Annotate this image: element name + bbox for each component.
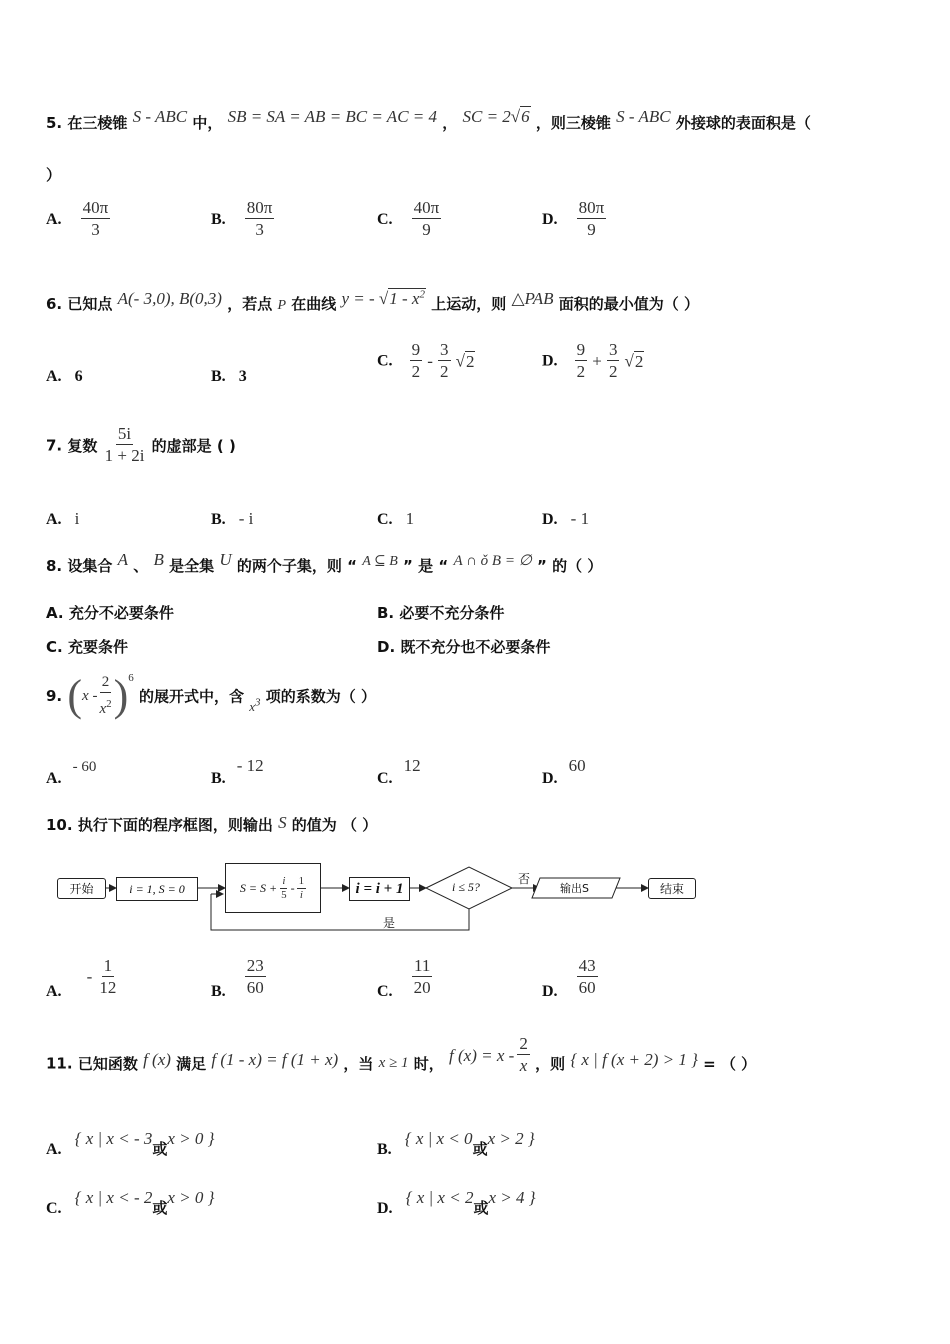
flowchart-no-label: 否 [518, 872, 531, 886]
math-expr: A(- 3,0), B(0,3) [117, 289, 222, 308]
option-c[interactable]: C. { x | x < - 2或x > 0 } [46, 1188, 215, 1217]
math-expr: SC = 2√6 [462, 107, 530, 126]
option-d[interactable]: D. $\frac{9}{2}$ + $\frac{3}{2}$ √2 [542, 340, 644, 381]
option-c[interactable]: C. 充要条件 [46, 638, 128, 656]
question-6-stem: 6. 已知点 A(- 3,0), B(0,3) ，若点 P 在曲线 y = - $√1 - x^2$ 上运动，则 △PAB 面积的最小值为（ ） [46, 288, 699, 313]
math-expr: S [278, 813, 287, 832]
math-expr: f (x) = x - $\frac{2}{x}$ [449, 1034, 528, 1075]
math-expr: $x^3$ [249, 696, 261, 714]
option-a[interactable]: A. - 60 [46, 759, 97, 787]
math-expr: A [117, 550, 129, 569]
fraction: $\frac{23}{60}$ [246, 956, 264, 997]
question-number: 8. [46, 557, 63, 575]
option-c[interactable]: C. $\frac{40\pi}{9}$ [377, 198, 440, 239]
sqrt-expr: √2 [455, 351, 475, 371]
math-expr: A ∩ ǒ B = ∅ [453, 553, 532, 569]
option-d[interactable]: D. { x | x < 2或x > 4 } [377, 1188, 536, 1217]
fraction: $\frac{9}{2}$ [411, 340, 421, 381]
math-expr: y = - $√1 - x^2$ [341, 288, 425, 308]
option-b[interactable]: B. $\frac{80\pi}{3}$ [211, 198, 273, 239]
question-10-stem: 10. 执行下面的程序框图，则输出 S 的值为 （ ） [46, 813, 378, 834]
math-expr: A ⊆ B [362, 554, 398, 569]
option-a[interactable]: A. 充分不必要条件 [46, 604, 174, 622]
option-a[interactable]: A. i [46, 509, 80, 528]
option-c[interactable]: C. $\frac{9}{2}$ - $\frac{3}{2}$ √2 [377, 340, 475, 381]
math-expr: S - ABC [132, 107, 188, 126]
option-d[interactable]: D. - 1 [542, 509, 590, 528]
question-8-stem: 8. 设集合 A 、 B 是全集 U 的两个子集，则 “ A ⊆ B ” 是 “ A ∩ ǒ B = ∅ ” 的（ ） [46, 550, 603, 575]
option-d[interactable]: D. $\frac{80\pi}{9}$ [542, 198, 605, 239]
sqrt-expr: √2 [624, 351, 644, 371]
option-c[interactable]: C. 12 [377, 756, 421, 787]
question-number: 10. [46, 816, 73, 834]
question-number: 7. [46, 436, 63, 455]
question-5-close-paren: ） [46, 166, 62, 184]
question-number: 5. [46, 114, 63, 132]
math-expr: S - ABC [616, 107, 671, 126]
question-number: 11. [46, 1054, 73, 1073]
question-number: 6. [46, 295, 63, 313]
option-b[interactable]: B. 3 [211, 368, 247, 385]
math-expr: { x | f (x + 2) > 1 } [570, 1049, 698, 1069]
fraction: $\frac{40\pi}{3}$ [82, 198, 109, 239]
question-7-stem: 7. 复数 $\frac{5i}{1 + 2i}$ 的虚部是 ( ) [46, 424, 236, 465]
flowchart-start: 开始 [57, 878, 106, 899]
fraction: $\frac{40\pi}{9}$ [413, 198, 440, 239]
math-expr: f (x) [143, 1049, 171, 1069]
option-b[interactable]: B. - i [211, 509, 254, 528]
option-a[interactable]: A. $\frac{40\pi}{3}$ [46, 198, 109, 239]
math-expr: P [277, 298, 286, 313]
fraction: $\frac{1}{12}$ [99, 956, 117, 997]
math-expr: f (1 - x) = f (1 + x) [211, 1049, 339, 1069]
option-c[interactable]: C. 1 [377, 509, 415, 528]
option-b[interactable]: B. - 12 [211, 756, 264, 787]
option-b[interactable]: B. 必要不充分条件 [377, 604, 505, 622]
fraction: $\frac{11}{20}$ [413, 956, 431, 997]
option-d[interactable]: D. $\frac{43}{60}$ [542, 956, 596, 1000]
option-d[interactable]: D. 既不充分也不必要条件 [377, 638, 551, 656]
flowchart-yes-label: 是 [383, 916, 396, 930]
option-b[interactable]: B. { x | x < 0或x > 2 } [377, 1129, 535, 1158]
option-a[interactable]: A. { x | x < - 3或x > 0 } [46, 1129, 215, 1158]
question-9-stem: 9. ( x - $\frac{2}{x^2}$ ) $^6$ 的展开式中，含 $x^3$ 项的系数为（ ） [46, 671, 376, 720]
math-expr: △PAB [511, 289, 554, 308]
fraction: $\frac{80\pi}{3}$ [246, 198, 273, 239]
flowchart-init: i = 1, S = 0 [116, 877, 198, 901]
power-expr: ( x - $\frac{2}{x^2}$ ) $^6$ [67, 671, 134, 720]
fraction: $\frac{3}{2}$ [440, 340, 449, 381]
math-expr: B [153, 550, 164, 569]
fraction: $\frac{5i}{1 + 2i}$ [104, 424, 145, 465]
fraction: $\frac{9}{2}$ [576, 340, 586, 381]
math-expr: x ≥ 1 [378, 1055, 409, 1071]
flowchart-output: 输出S [560, 882, 589, 895]
math-expr: U [219, 550, 232, 569]
question-11-stem: 11. 已知函数 f (x) 满足 f (1 - x) = f (1 + x) ，当 x ≥ 1 时， f (x) = x - $\frac{2}{x}$ ，则 { x | f (x + 2) > 1 } = （ ） [46, 1034, 757, 1075]
flowchart-increment: i = i + 1 [349, 877, 410, 901]
option-a[interactable]: A. - $\frac{1}{12}$ [46, 956, 117, 1000]
question-number: 9. [46, 687, 63, 705]
fraction: $\frac{2}{x^2}$ [99, 674, 112, 717]
math-expr: SB = SA = AB = BC = AC = 4 [227, 107, 437, 126]
option-a[interactable]: A. 6 [46, 368, 83, 385]
fraction: $\frac{43}{60}$ [578, 956, 596, 997]
flowchart-condition: i ≤ 5? [452, 880, 480, 894]
question-5-stem: 5. 在三棱锥 S - ABC 中， SB = SA = AB = BC = AC = 4 ， SC = 2√6 ，则三棱锥 S - ABC 外接球的表面积是（ [46, 107, 811, 132]
flowchart-end: 结束 [648, 878, 696, 899]
fraction: $\frac{80\pi}{9}$ [578, 198, 605, 239]
option-d[interactable]: D. 60 [542, 756, 586, 787]
option-b[interactable]: B. $\frac{23}{60}$ [211, 956, 264, 1000]
flowchart-body: S = S + $\frac{i}{5}$ - $\frac{1}{i}$ [225, 863, 321, 913]
fraction: $\frac{3}{2}$ [608, 340, 618, 381]
option-c[interactable]: C. $\frac{11}{20}$ [377, 956, 431, 1000]
